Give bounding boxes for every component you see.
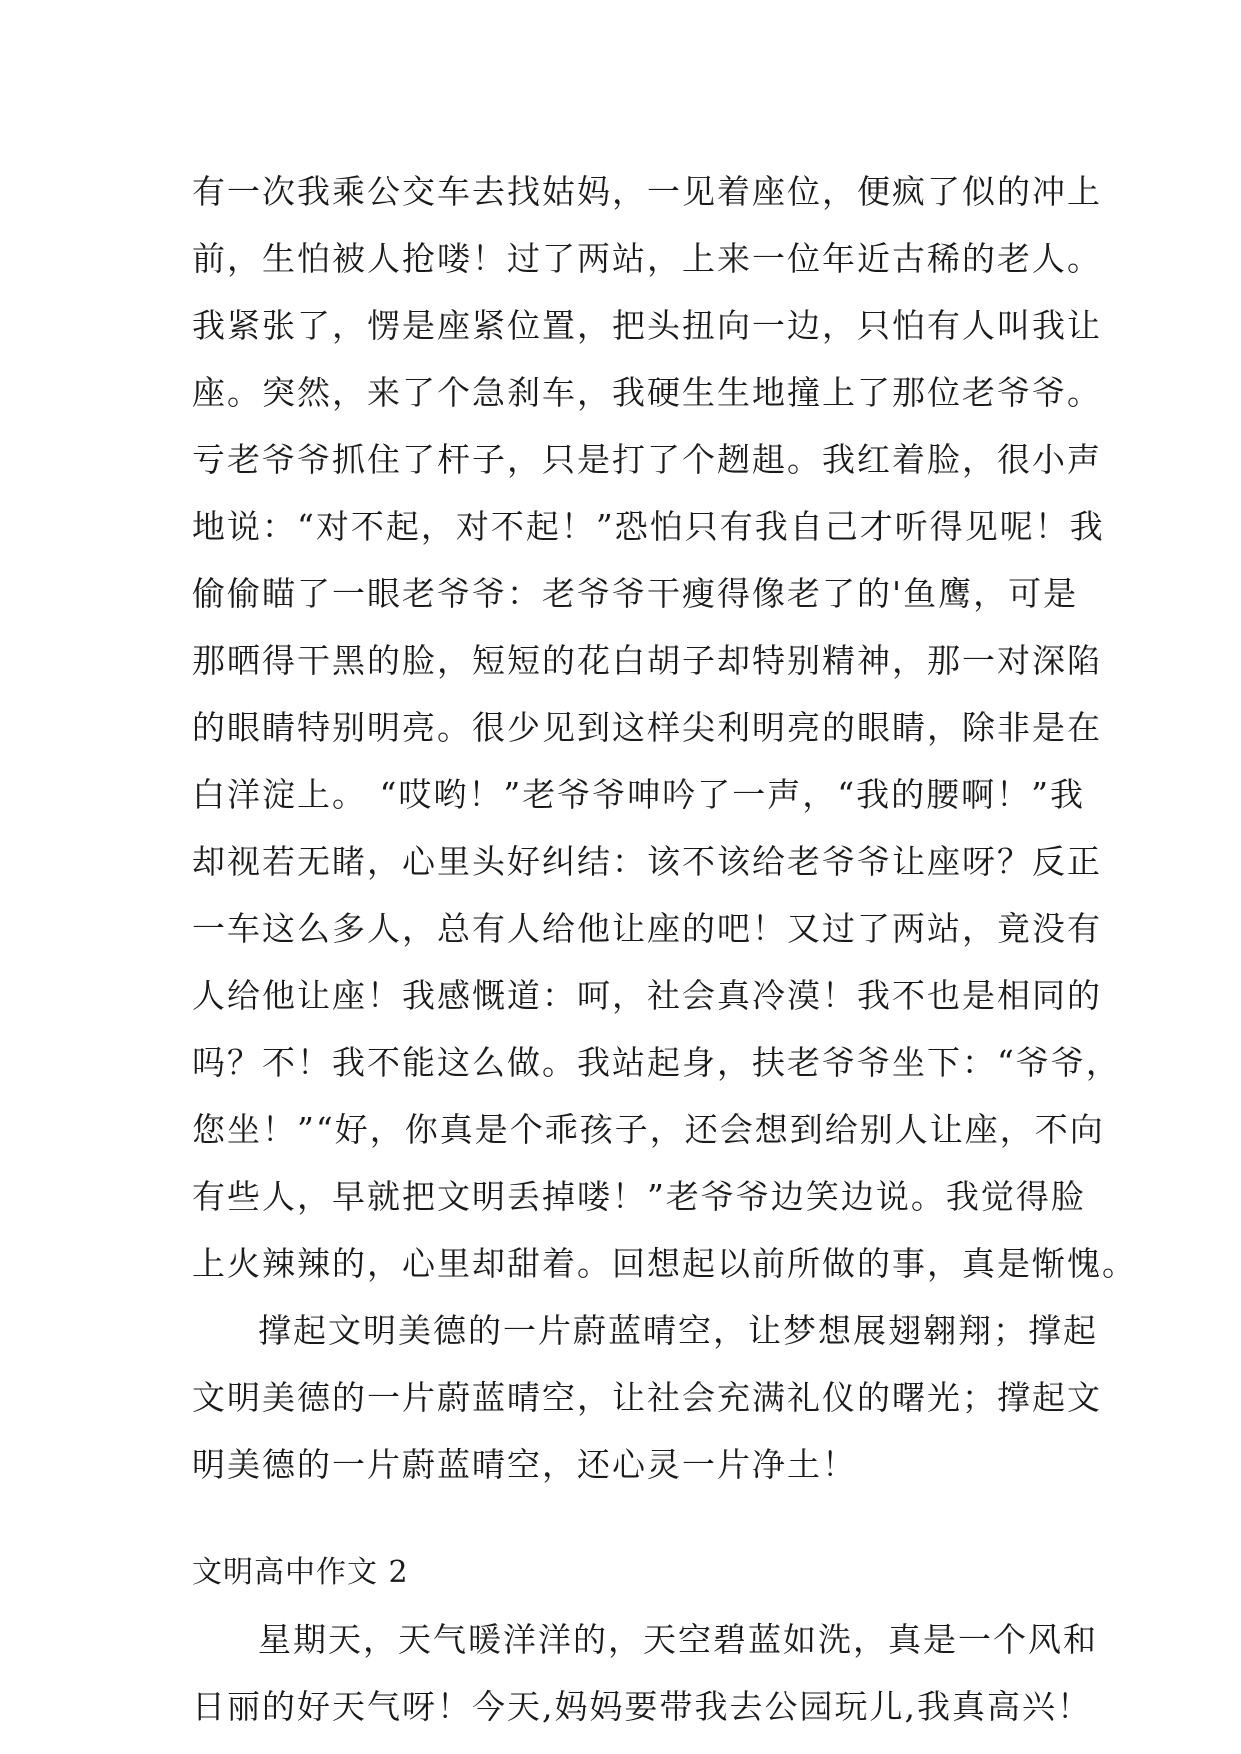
document-page [192,158,1137,1740]
paragraph-sunday [192,1606,1098,1740]
section-heading: 文明高中作文 2 [192,1555,409,1590]
text-line: 座。突然，来了个急刹车，我硬生生地撞上了那位老爷爷。 [192,373,1102,412]
text-line: 吗？不！我不能这么做。我站起身，扶老爷爷坐下：“爷爷， [192,1043,1121,1082]
text-line: 亏老爷爷抓住了杆子，只是打了个趔趄。我红着脸，很小声 [192,440,1102,479]
paragraph-bus-story [192,158,1137,1297]
text-line: 偷偷瞄了一眼老爷爷：老爷爷干瘦得像老了的'鱼鹰，可是 [192,574,1079,613]
text-line: 那晒得干黑的脸，短短的花白胡子却特别精神，那一对深陷 [192,641,1102,680]
text-line: 我紧张了，愣是座紧位置，把头扭向一边，只怕有人叫我让 [192,306,1102,345]
text-line: 有些人，早就把文明丢掉喽！”老爷爷边笑边说。我觉得脸 [192,1177,1086,1216]
text-line: 日丽的好天气呀！今天,妈妈要带我去公园玩儿,我真高兴！ [192,1687,1092,1726]
text-line: 地说：“对不起，对不起！”恐怕只有我自己才听得见呢！我 [192,507,1105,546]
section-spacer [192,1498,1052,1539]
text-line: 有一次我乘公交车去找姑妈，一见着座位，便疯了似的冲上 [192,172,1102,211]
text-line: 前，生怕被人抢喽！过了两站，上来一位年近古稀的老人。 [192,239,1102,278]
text-line: 撑起文明美德的一片蔚蓝晴空，让梦想展翅翱翔；撑起 [258,1311,1098,1350]
text-line: 星期天，天气暖洋洋的，天空碧蓝如洗，真是一个风和 [258,1620,1098,1659]
text-line: 人给他让座！我感慨道：呵，社会真冷漠！我不也是相同的 [192,976,1102,1015]
text-line: 的眼睛特别明亮。很少见到这样尖利明亮的眼睛，除非是在 [192,708,1102,747]
text-line: 白洋淀上。 “哎哟！”老爷爷呻吟了一声，“我的腰啊！”我 [192,775,1085,814]
text-line: 您坐！”“好，你真是个乖孩子，还会想到给别人让座，不向 [192,1110,1105,1149]
text-line: 明美德的一片蔚蓝晴空，还心灵一片净土！ [192,1445,857,1484]
text-line: 却视若无睹，心里头好纠结：该不该给老爷爷让座呀？反正 [192,842,1102,881]
paragraph-conclusion [192,1297,1102,1498]
text-line: 文明美德的一片蔚蓝晴空，让社会充满礼仪的曙光；撑起文 [192,1378,1102,1417]
text-line: 一车这么多人，总有人给他让座的吧！又过了两站，竟没有 [192,909,1102,948]
text-line: 上火辣辣的，心里却甜着。回想起以前所做的事，真是惭愧。 [192,1244,1137,1283]
